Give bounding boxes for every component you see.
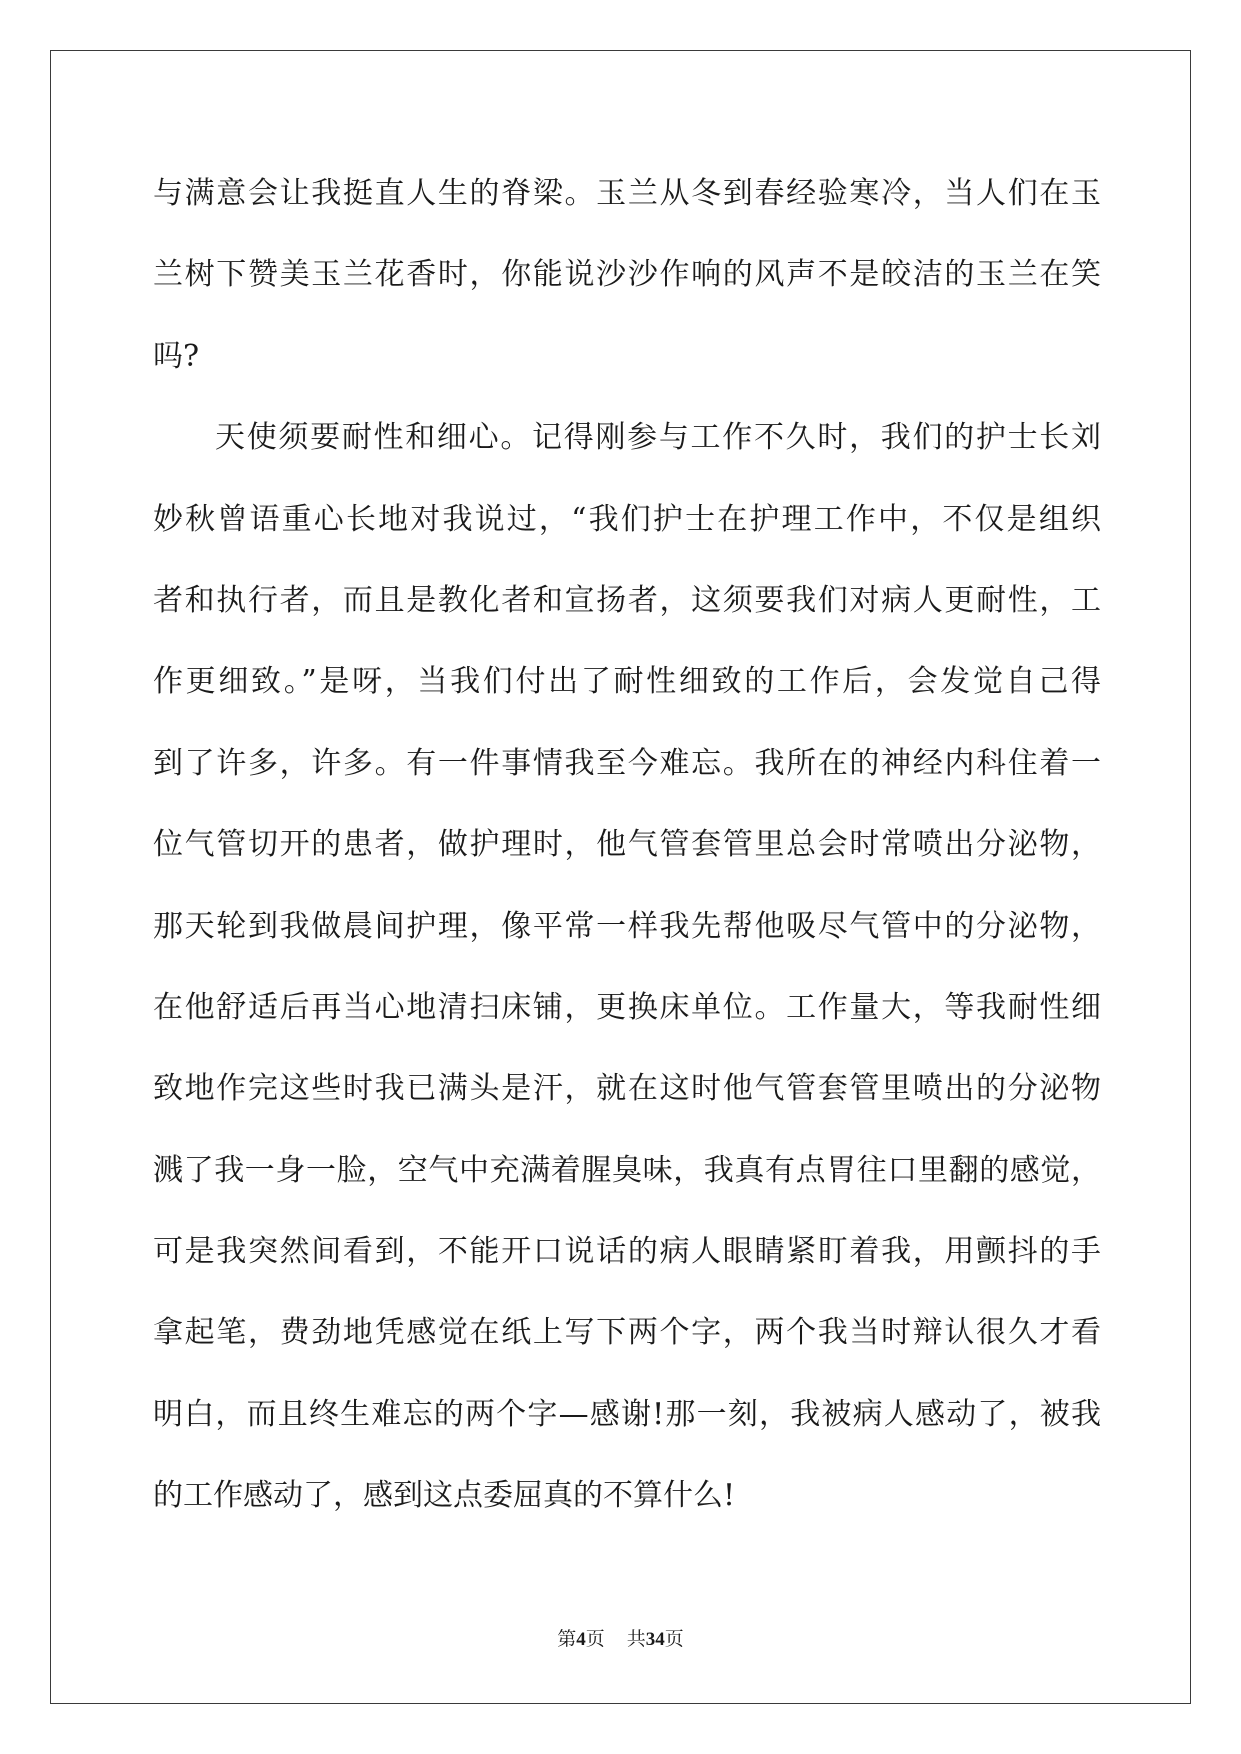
- text-line: 那天轮到我做晨间护理，像平常一样我先帮他吸尽气管中的分泌物，: [153, 908, 1101, 944]
- document-body: [153, 153, 1101, 1537]
- total-prefix: 共: [626, 1628, 646, 1650]
- text-line: 到了许多，许多。有一件事情我至今难忘。我所在的神经内科住着一: [153, 745, 1101, 781]
- text-line: 明白，而且终生难忘的两个字—感谢!那一刻，我被病人感动了，被我: [153, 1396, 1101, 1432]
- page-prefix: 第: [557, 1628, 577, 1650]
- text-line: 妙秋曾语重心长地对我说过，“我们护士在护理工作中，不仅是组织: [153, 501, 1101, 537]
- text-line: 者和执行者，而且是教化者和宣扬者，这须要我们对病人更耐性，工: [153, 582, 1101, 618]
- page-total-number: 34: [645, 1629, 665, 1650]
- paragraph-first-line: 天使须要耐性和细心。记得刚参与工作不久时，我们的护士长刘: [215, 420, 1101, 456]
- text-line: 溅了我一身一脸，空气中充满着腥臭味，我真有点胃往口里翻的感觉，: [153, 1152, 1101, 1188]
- text-line: 在他舒适后再当心地清扫床铺，更换床单位。工作量大，等我耐性细: [153, 989, 1101, 1025]
- page-current-number: 4: [576, 1629, 586, 1650]
- text-line: 吗?: [153, 338, 200, 374]
- page-unit: 页: [585, 1628, 605, 1650]
- text-line: 与满意会让我挺直人生的脊梁。玉兰从冬到春经验寒冷，当人们在玉: [153, 176, 1101, 211]
- text-line: 可是我突然间看到，不能开口说话的病人眼睛紧盯着我，用颤抖的手: [153, 1234, 1101, 1270]
- text-line: 作更细致。”是呀，当我们付出了耐性细致的工作后，会发觉自己得: [153, 664, 1101, 700]
- text-line: 拿起笔，费劲地凭感觉在纸上写下两个字，两个我当时辩认很久才看: [153, 1315, 1101, 1351]
- text-line: 兰树下赞美玉兰花香时，你能说沙沙作响的风声不是皎洁的玉兰在笑: [153, 257, 1101, 293]
- total-unit: 页: [664, 1628, 684, 1650]
- text-line: 致地作完这些时我已满头是汗，就在这时他气管套管里喷出的分泌物: [153, 1071, 1101, 1107]
- page-footer: [0, 1627, 1241, 1652]
- text-line: 位气管切开的患者，做护理时，他气管套管里总会时常喷出分泌物，: [153, 827, 1101, 863]
- text-line: 的工作感动了，感到这点委屈真的不算什么!: [153, 1478, 736, 1514]
